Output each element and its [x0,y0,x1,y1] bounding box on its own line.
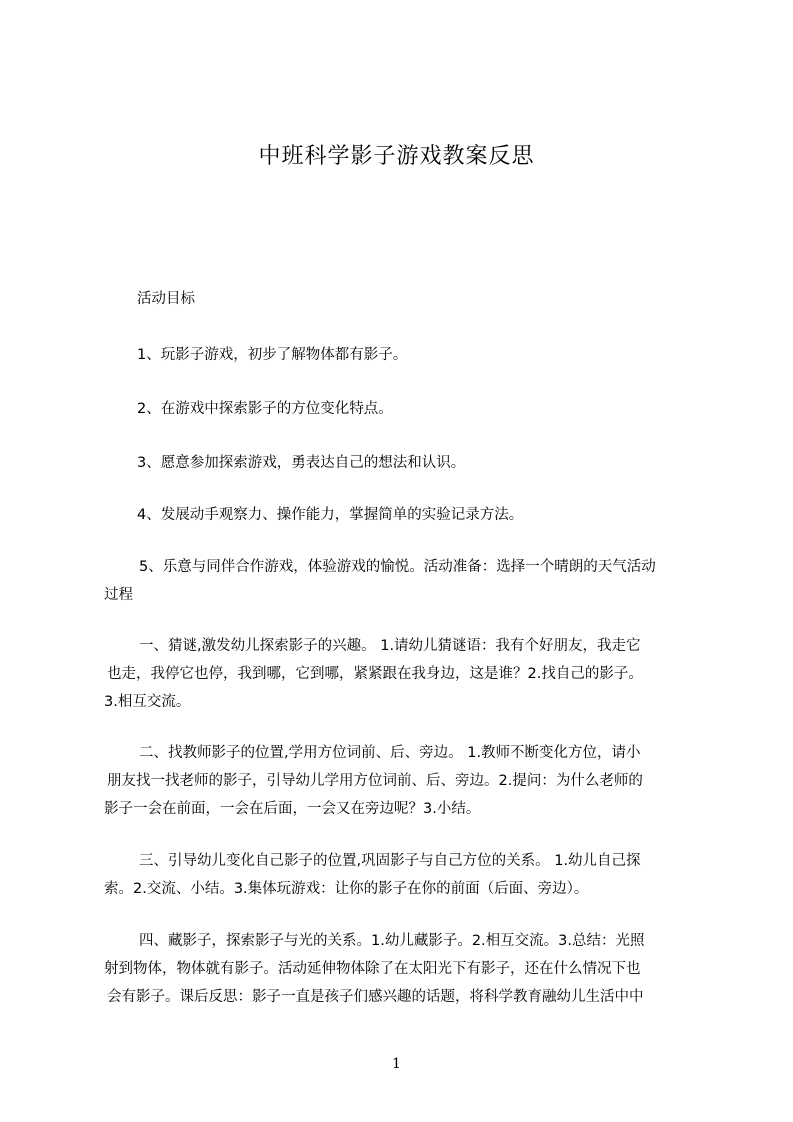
step-2-line-1: 二、找教师影子的位置,学用方位词前、后、旁边。 1.教师不断变化方位，请小 [139,745,641,761]
objective-2: 2、在游戏中探索影子的方位变化特点。 [137,401,393,417]
step-2-line-2: 朋友找一找老师的影子，引导幼儿学用方位词前、后、旁边。2.提问：为什么老师的 [107,773,643,789]
document-title: 中班科学影子游戏教案反思 [258,144,535,169]
step-4-line-3: 会有影子。课后反思：影子一直是孩子们感兴趣的话题，将科学教育融幼儿生活中中 [107,989,644,1005]
section-heading: 活动目标 [137,291,195,307]
step-1-line-1: 一、猜谜,激发幼儿探索影子的兴趣。 1.请幼儿猜谜语：我有个好朋友，我走它 [139,638,641,654]
step-3-line-2: 索。2.交流、小结。3.集体玩游戏：让你的影子在你的前面（后面、旁边）。 [104,881,589,897]
objective-1: 1、玩影子游戏，初步了解物体都有影子。 [137,347,408,363]
step-1-line-2: 也走，我停它也停，我到哪，它到哪，紧紧跟在我身边，这是谁？2.找自己的影子。 [107,666,643,682]
step-2-line-3: 影子一会在前面，一会在后面，一会又在旁边呢？3.小结。 [104,801,481,817]
objective-4: 4、发展动手观察力、操作能力，掌握简单的实验记录方法。 [137,507,524,523]
step-1-line-3: 3.相互交流。 [104,694,191,710]
step-3-line-1: 三、引导幼儿变化自己影子的位置,巩固影子与自己方位的关系。 1.幼儿自己探 [139,853,641,869]
objective-5-line-1: 5、乐意与同伴合作游戏，体验游戏的愉悦。活动准备：选择一个晴朗的天气活动 [139,559,656,575]
step-4-line-1: 四、藏影子，探索影子与光的关系。1.幼儿藏影子。2.相互交流。3.总结：光照 [139,933,645,949]
page-number: 1 [392,1056,401,1072]
objective-3: 3、愿意参加探索游戏，勇表达自己的想法和认识。 [137,455,466,471]
step-4-line-2: 射到物体，物体就有影子。活动延伸物体除了在太阳光下有影子，还在什么情况下也 [104,961,641,977]
objective-5-line-2: 过程 [104,587,133,603]
